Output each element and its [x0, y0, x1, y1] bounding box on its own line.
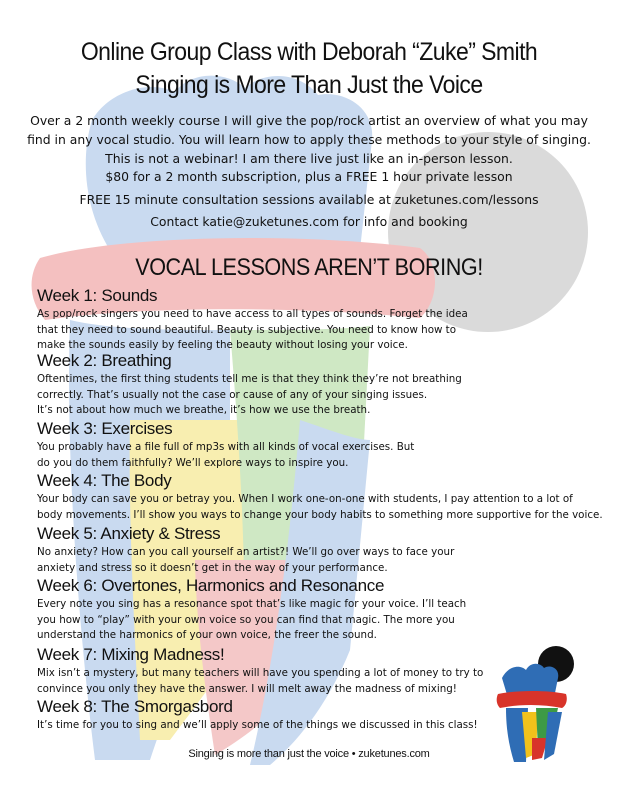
page-subtitle: Singing is More Than Just the Voice — [135, 71, 483, 99]
contact-line: Contact katie@zuketunes.com for info and booking — [150, 214, 468, 229]
week-2 — [37, 351, 607, 419]
week-title: Week 8: The Smorgasbord — [37, 697, 233, 716]
logo-band — [497, 691, 567, 708]
section-heading: VOCAL LESSONS AREN’T BORING! — [135, 254, 483, 281]
week-title: Week 7: Mixing Madness! — [37, 645, 225, 664]
page-title: Online Group Class with Deborah “Zuke” Smith — [80, 38, 538, 66]
week-description: Your body can save you or betray you. When I work one-on-one with students, I pay attention to a lot of body movements. I’ll show you ways to change your body habits to something more supportive for the voice. — [37, 493, 603, 521]
week-title: Week 5: Anxiety & Stress — [37, 524, 221, 543]
price-line: $80 for a 2 month subscription, plus a FREE 1 hour private lesson — [105, 169, 513, 184]
intro-paragraph: Over a 2 month weekly course I will give the pop/rock artist an overview of what you may find in any vocal studio. You will learn how to apply these methods to your style of singing. This is not a webinar! I am there live just like an in-person lesson. — [27, 113, 591, 166]
week-5 — [37, 524, 607, 576]
week-description: It’s time for you to sing and we’ll apply some of the things we discussed in this class! — [37, 719, 478, 731]
week-description: Every note you sing has a resonance spot that’s like magic for your voice. I’ll teach you how to “play” with your own voice so you can find that magic. The more you understand the harmonics of your own voice, the freer the sound. — [37, 598, 467, 641]
week-description: As pop/rock singers you need to have access to all types of sounds. Forget the idea that they need to sound beautiful. Beauty is subjective. You need to know how to make the sounds easily by feeling the beauty without losing your voice. — [37, 308, 468, 351]
week-title: Week 3: Exercises — [37, 419, 173, 438]
week-description: No anxiety? How can you call yourself an artist?! We’ll go over ways to face your anxiety and stress so it doesn’t get in the way of your performance. — [37, 546, 455, 574]
week-1 — [37, 286, 607, 354]
week-description: You probably have a file full of mp3s with all kinds of vocal exercises. But do you do them faithfully? We’ll explore ways to inspire you. — [37, 441, 415, 469]
week-3 — [37, 419, 607, 471]
week-description: Oftentimes, the first thing students tell me is that they think they’re not breathing correctly. That’s usually not the case or cause of any of your singing issues. It’s not about how much we breathe, it’s how we use the breath. — [37, 373, 462, 416]
week-title: Week 6: Overtones, Harmonics and Resonance — [37, 576, 385, 595]
week-description: Mix isn’t a mystery, but many teachers will have you spending a lot of money to try to convince you only they have the answer. I will melt away the madness of mixing! — [37, 667, 484, 695]
fist-microphone-logo-icon — [492, 642, 584, 764]
week-title: Week 4: The Body — [37, 471, 172, 490]
week-4 — [37, 471, 607, 523]
footer-tagline: Singing is more than just the voice • zuketunes.com — [188, 748, 430, 760]
week-6 — [37, 576, 607, 644]
week-title: Week 2: Breathing — [37, 351, 172, 370]
week-title: Week 1: Sounds — [37, 286, 158, 305]
consultation-line: FREE 15 minute consultation sessions available at zuketunes.com/lessons — [79, 192, 539, 207]
